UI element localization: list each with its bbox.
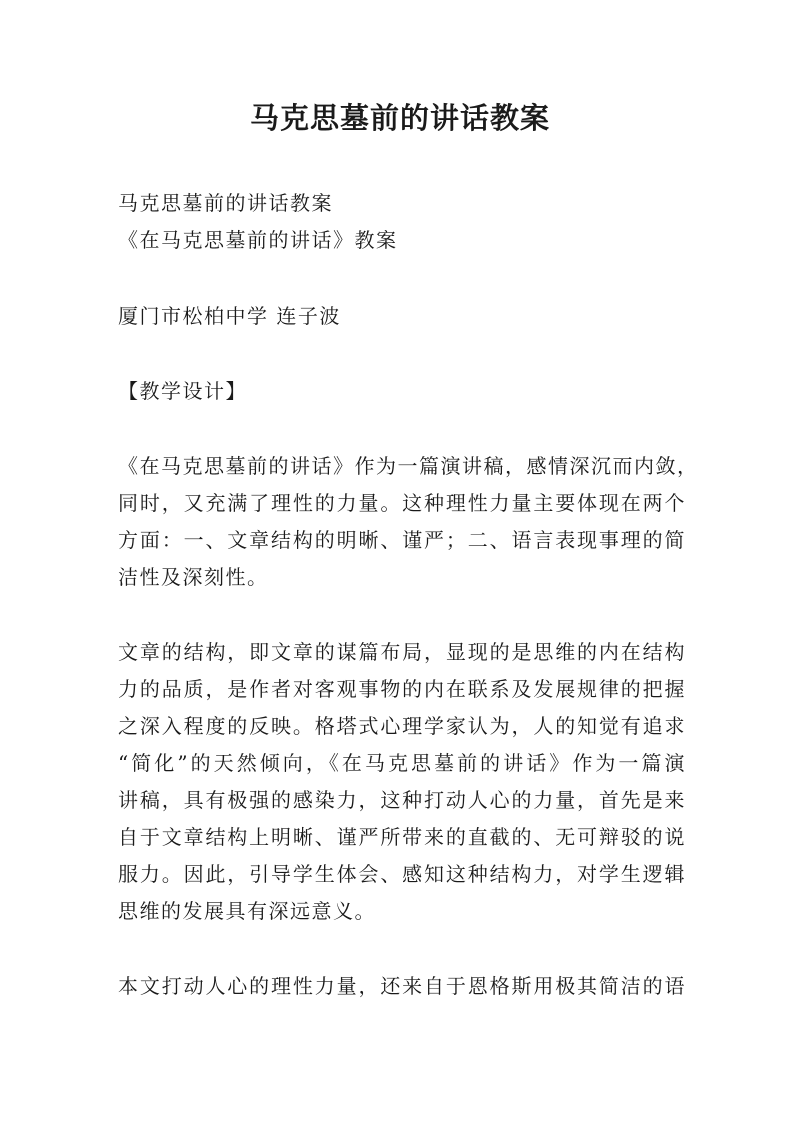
section-heading xyxy=(118,373,686,410)
section-heading-text: 【教学设计】 xyxy=(118,379,247,403)
paragraph-line: 自于文章结构上明晰、谨严所带来的直截的、无可辩驳的说 xyxy=(118,825,686,849)
paragraph-line: 同时，又充满了理性的力量。这种理性力量主要体现在两个 xyxy=(118,491,686,515)
document-title: 马克思墓前的讲话教案 xyxy=(249,101,550,135)
paragraph-line: 力的品质，是作者对客观事物的内在联系及发展规律的把握 xyxy=(118,677,686,701)
author-line xyxy=(118,298,686,335)
paragraph-line: 方面：一、文章结构的明晰、谨严；二、语言表现事理的简 xyxy=(118,528,686,552)
paragraph-line: 洁性及深刻性。 xyxy=(118,565,269,589)
author-text: 厦门市松柏中学 连子波 xyxy=(118,304,341,328)
paragraph xyxy=(118,634,686,930)
intro-block xyxy=(118,185,686,259)
paragraph xyxy=(118,448,699,596)
paragraph-line: 本文打动人心的理性力量，还来自于恩格斯用极其简洁的语 xyxy=(118,974,686,998)
paragraph-line: 服力。因此，引导学生体会、感知这种结构力，对学生逻辑 xyxy=(118,862,686,886)
paragraph-line: 之深入程度的反映。格塔式心理学家认为，人的知觉有追求 xyxy=(118,714,686,738)
paragraph-line: “简化”的天然倾向，《在马克思墓前的讲话》作为一篇演 xyxy=(118,751,686,775)
intro-line: 马克思墓前的讲话教案 xyxy=(118,191,333,215)
paragraph-line: 《在马克思墓前的讲话》作为一篇演讲稿，感情深沉而内敛， xyxy=(118,454,699,478)
paragraph-line: 文章的结构，即文章的谋篇布局，显现的是思维的内在结构 xyxy=(118,640,686,664)
paragraph-line: 思维的发展具有深远意义。 xyxy=(118,899,376,923)
paragraph xyxy=(118,968,686,1005)
paragraph-line: 讲稿，具有极强的感染力，这种打动人心的力量，首先是来 xyxy=(118,788,686,812)
intro-line: 《在马克思墓前的讲话》教案 xyxy=(118,228,398,252)
